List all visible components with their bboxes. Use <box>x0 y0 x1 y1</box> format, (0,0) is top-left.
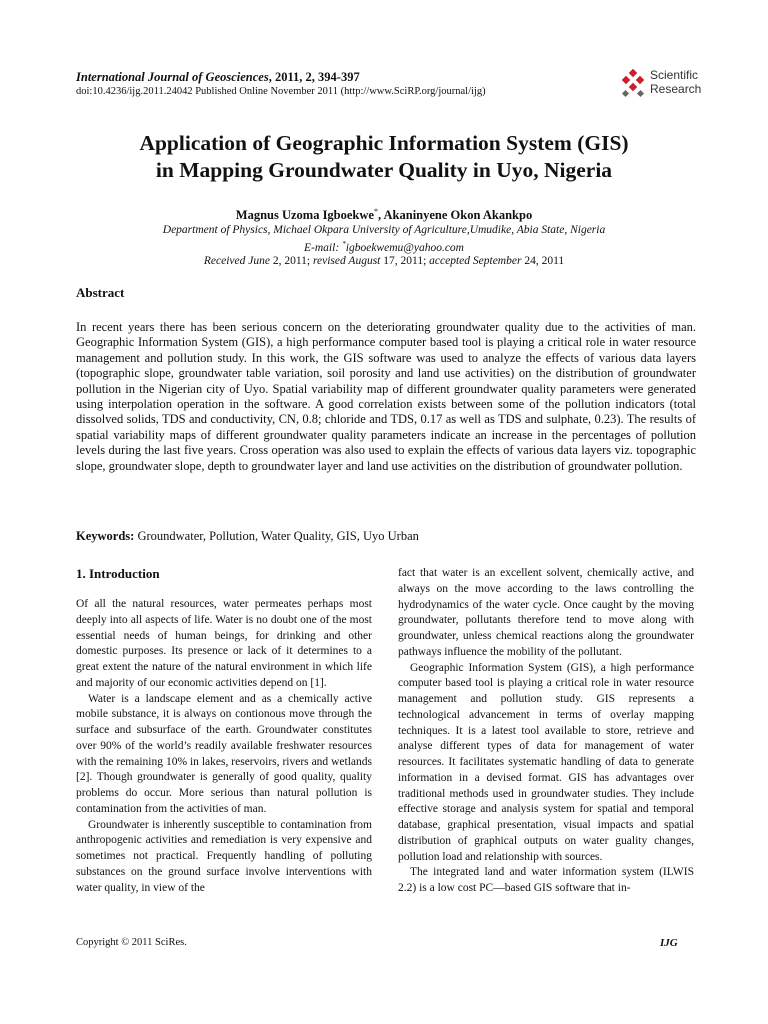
paragraph: The integrated land and water information system (ILWIS 2.2) is a low cost PC—based GIS software that in- <box>398 866 694 894</box>
publisher-logo <box>620 68 710 102</box>
email-mark: * <box>342 239 346 248</box>
revised-label: revised August <box>312 255 384 267</box>
paragraph: Geographic Information System (GIS), a high performance computer based tool is playing a critical role in water resource management and pollution study. GIS represents a technological advancement in terms of overlay mapping techniques. It is a latest tool available to store, retrieve and analyse different types of data for management of water resources. It facilitates systematic handling of data to generate information in a devised format. GIS has advantages over traditional methods used in groundwater studies. They include effective storage and analysis system for spatial and temporal database, graphical presentation, visual impacts and spatial distribution of graphical outputs on water guality changes, pollution load and relationship with sources. <box>398 661 694 863</box>
citation-numbers: , 2011, 2, 394-397 <box>268 70 360 84</box>
accepted-label: accepted September <box>429 255 525 267</box>
email-address: igboekwemu@yahoo.com <box>345 241 464 254</box>
right-column <box>398 566 694 897</box>
affiliation: Department of Physics, Michael Okpara University of Agriculture,Umudike, Abia State, Nigeria <box>162 224 606 236</box>
accepted-date: 24, 2011 <box>524 255 565 267</box>
paragraph: Of all the natural resources, water permeates perhaps most deeply into all aspects of life. Water is no doubt one of the most essential needs of human beings, for drinking and other domestic purposes. Its presence or lack of it determines to a great extent the nature of the natural environment in which life and majority of our economic activities depend on [1]. <box>76 598 372 689</box>
corresponding-mark: * <box>373 207 378 216</box>
logo-icon <box>620 69 646 99</box>
left-column <box>76 597 372 896</box>
received-label: Received June <box>203 255 273 267</box>
authors <box>40 207 728 223</box>
author-1: Magnus Uzoma Igboekwe <box>235 208 374 223</box>
email-label: E-mail: <box>304 241 343 254</box>
keywords-list: Groundwater, Pollution, Water Quality, GIS, Uyo Urban <box>134 529 419 543</box>
journal-name: International Journal of Geosciences <box>76 70 269 84</box>
logo-line-2: Research <box>650 82 702 96</box>
received-date: 2, 2011; <box>272 255 313 267</box>
author-2: , Akaninyene Okon Akankpo <box>377 208 533 223</box>
title-line-2: in Mapping Groundwater Quality in Uyo, Nigeria <box>155 158 613 182</box>
logo-wordmark <box>650 68 701 96</box>
doi-line: doi:10.4236/ijg.2011.24042 Published Online November 2011 (http://www.SciRP.org/journal/ijg) <box>76 86 486 97</box>
paper-title <box>40 130 728 184</box>
section-heading: 1. Introduction <box>76 566 160 581</box>
copyright: Copyright © 2011 SciRes. <box>76 937 187 948</box>
keywords <box>76 529 419 544</box>
journal-abbr: IJG <box>660 937 678 949</box>
revised-date: 17, 2011; <box>383 255 430 267</box>
paragraph: Groundwater is inherently susceptible to contamination from anthropogenic activities and remediation is very expensive and sometimes not practical. Frequently handling of polluting substances on the ground surface involve interventions with water quality, in view of the <box>76 818 372 894</box>
title-line-1: Application of Geographic Information System (GIS) <box>139 131 629 155</box>
journal-citation <box>76 70 360 85</box>
keywords-label: Keywords: <box>76 529 135 543</box>
abstract-heading: Abstract <box>76 285 125 300</box>
paragraph: fact that water is an excellent solvent, chemically active, and always on the move according to the laws controlling the hydrodynamics of the water cycle. Once caught by the moving groundwater, pollutants therefore tend to move along with groundwater, unless chemical reactions along the groundwater pathways influence the mobility of the pollutant. <box>398 567 694 658</box>
received-dates <box>40 255 728 267</box>
logo-line-1: Scientific <box>650 68 699 82</box>
email-line <box>40 239 728 254</box>
paragraph: Water is a landscape element and as a chemically active mobile substance, it is always on contionous move through the surface and subsurface of the earth. Groundwater constitutes over 90% of the world’s readily available freshwater resources with the remaining 10% in lakes, reservoirs, rivers and wetlands [2]. Though groundwater is generally of good quality, quality problems do occur. More serious than natural pollution is contamination from the activities of man. <box>76 692 372 815</box>
abstract-text: In recent years there has been serious concern on the deteriorating groundwater quality due to the activities of man. Geographic Information System (GIS), a high performance computer based tool is playing a critical role in water resource management and pollution study. In this work, the GIS software was used to analyze the effects of various data layers (topographic slope, groundwater table variation, soil porosity and land use activities) on the distribution of groundwater pollution in the Nigerian city of Uyo. Spatial variability map of different groundwater quality parameters were generated using interpolation operation in the software. A good correlation exists between some of the pollution indicators (total dissolved solids, TDS and conductivity, CN, 0.8; chloride and TDS, 0.17 as well as TDS and sulphate, 0.23). The results of spatial variability maps of different groundwater quality parameters indicate an increase in the percentages of pollution levels during the last five years. Cross operation was also used to explain the effects of various data layers viz. topographic slope, groundwater slope, depth to groundwater layer and land use activities on the distribution of groundwater pollution. <box>76 320 696 473</box>
